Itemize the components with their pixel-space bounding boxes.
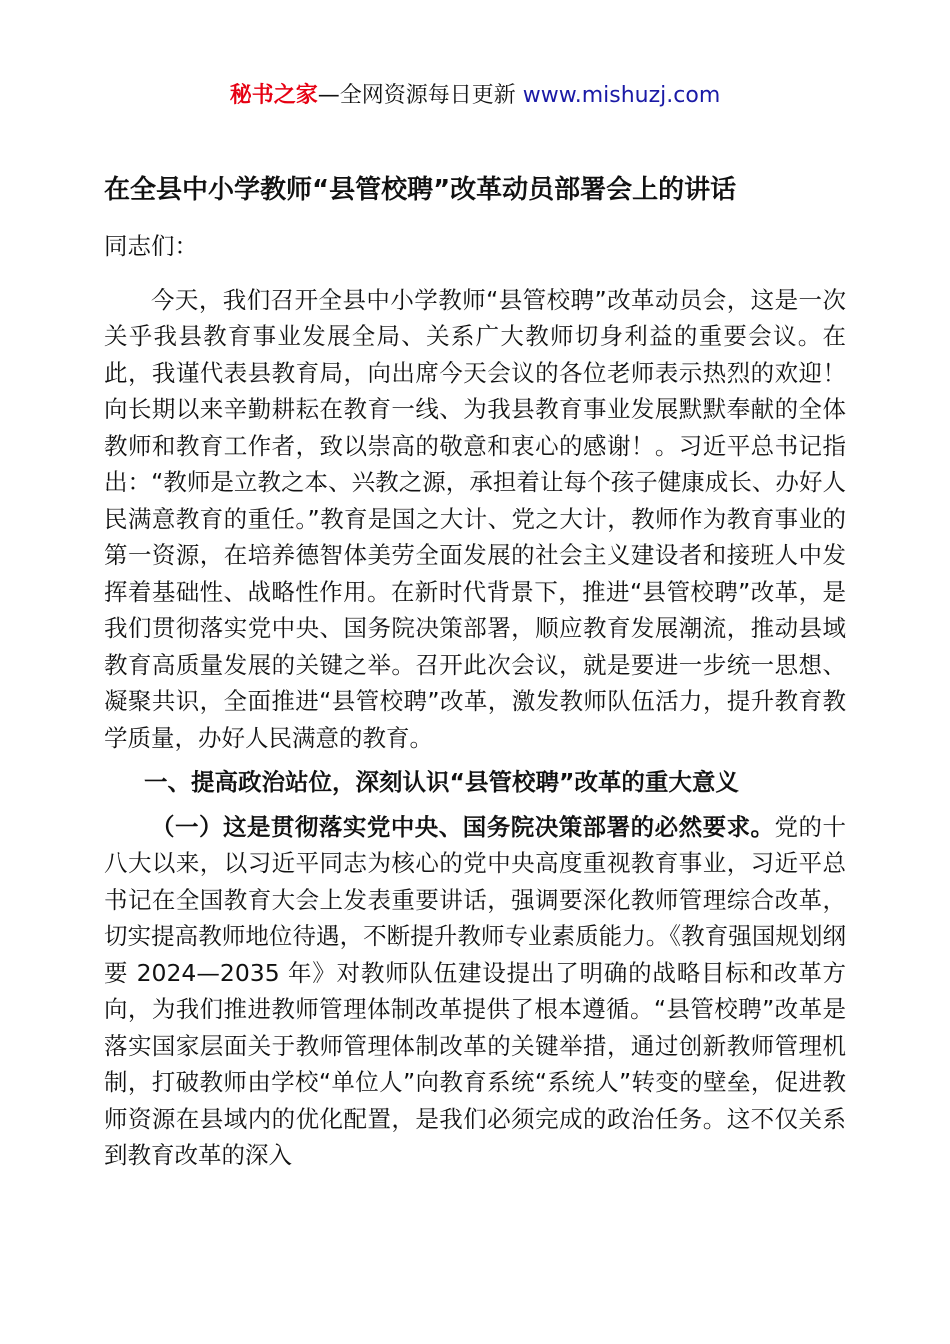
subsection-body-1: 党的十八大以来，以习近平同志为核心的党中央高度重视教育事业，习近平总书记在全国教育大会上发表重要讲话，强调要深化教师管理综合改革，切实提高教师地位待遇，不断提升教师专业素质能力。《教育强国规划纲要 2024—2035 年》对教师队伍建设提出了明确的战略目标和改革方向，为我们推进教师管理体制改革提供了根本遵循。“县管校聘”改革是落实国家层面关于教师管理体制改革的关键举措，通过创新教师管理机制，打破教师由学校“单位人”向教育系统“系统人”转变的壁垒，促进教师资源在县域内的优化配置，是我们必须完成的政治任务。这不仅关系到教育改革的深入 (104, 812, 847, 1169)
intro-paragraph: 今天，我们召开全县中小学教师“县管校聘”改革动员会，这是一次关乎我县教育事业发展全局、关系广大教师切身利益的重要会议。在此，我谨代表县教育局，向出席今天会议的各位老师表示热烈的欢迎！向长期以来辛勤耕耘在教育一线、为我县教育事业发展默默奉献的全体教师和教育工作者，致以崇高的敬意和衷心的感谢！。习近平总书记指出：“教师是立教之本、兴教之源，承担着让每个孩子健康成长、办好人民满意教育的重任。”教育是国之大计、党之大计，教师作为教育事业的第一资源，在培养德智体美劳全面发展的社会主义建设者和接班人中发挥着基础性、战略性作用。在新时代背景下，推进“县管校聘”改革，是我们贯彻落实党中央、国务院决策部署，顺应教育发展潮流，推动县域教育高质量发展的关键之举。召开此次会议，就是要进一步统一思想、凝聚共识，全面推进“县管校聘”改革，激发教师队伍活力，提升教育教学质量，办好人民满意的教育。 (104, 285, 846, 752)
site-brand: 秘书之家 (229, 83, 318, 108)
document-body (104, 228, 846, 1174)
salutation: 同志们： (104, 232, 198, 260)
site-url-link[interactable]: www.mishuzj.com (522, 83, 721, 108)
section-heading-1: 一、提高政治站位，深刻认识“县管校聘”改革的重大意义 (144, 768, 739, 796)
site-tagline: —全网资源每日更新 (317, 83, 523, 108)
document-title: 在全县中小学教师“县管校聘”改革动员部署会上的讲话 (104, 175, 737, 205)
site-header (0, 80, 950, 112)
subsection-heading-1: （一）这是贯彻落实党中央、国务院决策部署的必然要求。 (151, 812, 775, 841)
subsection-paragraph-1 (104, 809, 846, 1174)
